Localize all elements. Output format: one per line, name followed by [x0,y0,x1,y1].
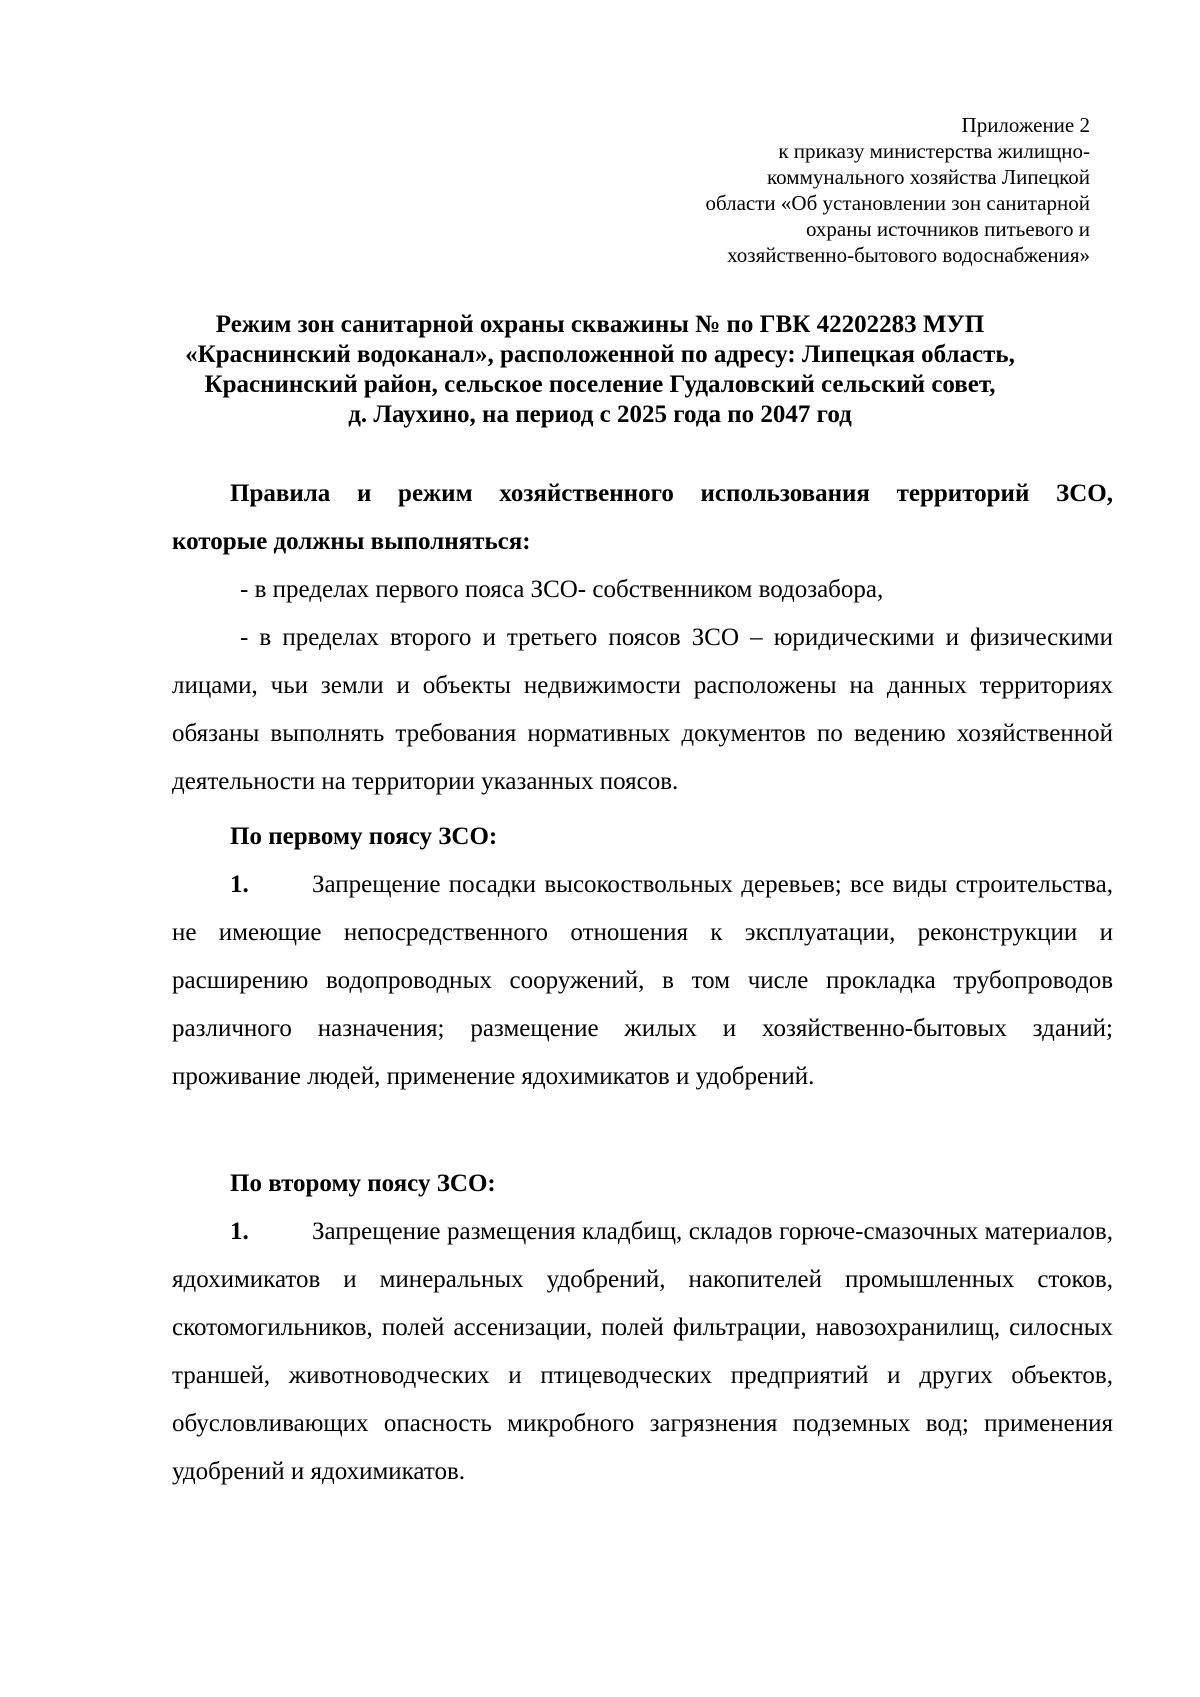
rules-heading-line: которые должны выполняться: [172,528,531,555]
appendix-line: области «Об установлении зон санитарной [705,191,1090,215]
appendix-line: к приказу министерства жилищно- [778,139,1090,163]
rules-heading [172,470,1113,566]
belt1-item [172,861,1113,1101]
appendix-line: Приложение 2 [961,113,1090,137]
appendix-line: охраны источников питьевого и [805,217,1090,241]
title-line: «Краснинский водоканал», расположенной по адресу: Липецкая область, [185,341,1015,368]
belt2-heading: По второму поясу ЗСО: [230,1170,496,1197]
title-line: Краснинский район, сельское поселение Гудаловский сельский совет, [204,371,996,398]
item-text: Запрещение размещения кладбищ, складов горюче-смазочных материалов, ядохимикатов и минеральных удобрений, накопителей промышленных стоков, скотомогильников, полей ассенизации, полей фильтрации, навозохранилищ, силосных траншей, животноводческих и птицеводческих предприятий и других объектов, обусловливающих опасность микробного загрязнения подземных вод; применения удобрений и ядохимикатов. [172,1218,1113,1485]
belt1-heading: По первому поясу ЗСО: [230,823,498,850]
belt2-item [172,1208,1113,1496]
rules-dash-paragraph-2: - в пределах второго и третьего поясов ЗСО – юридическими и физическими лицами, чьи земли и объекты недвижимости расположены на данных территориях обязаны выполнять требования нормативных документов по ведению хозяйственной деятельности на территории указанных поясов. [172,624,1113,795]
appendix-line: коммунального хозяйства Липецкой [767,165,1090,189]
rules-heading-line: Правила и режим хозяйственного использования территорий ЗСО, [230,480,1113,507]
item-number: 1. [230,1218,249,1245]
appendix-line: хозяйственно-бытового водоснабжения» [727,243,1090,267]
document-title [150,310,1050,430]
rules-dash-paragraph-1: - в пределах первого пояса ЗСО- собственником водозабора, [240,576,884,603]
title-line: Режим зон санитарной охраны скважины № по ГВК 42202283 МУП [215,311,985,338]
title-line: д. Лаухино, на период с 2025 года по 2047 год [348,401,852,428]
item-number: 1. [230,871,249,898]
item-text: Запрещение посадки высокоствольных деревьев; все виды строительства, не имеющие непосредственного отношения к эксплуатации, реконструкции и расширению водопроводных сооружений, в том числе прокладка трубопроводов различного назначения; размещение жилых и хозяйственно-бытовых зданий; проживание людей, применение ядохимикатов и удобрений. [172,871,1113,1090]
appendix-reference [620,112,1090,268]
